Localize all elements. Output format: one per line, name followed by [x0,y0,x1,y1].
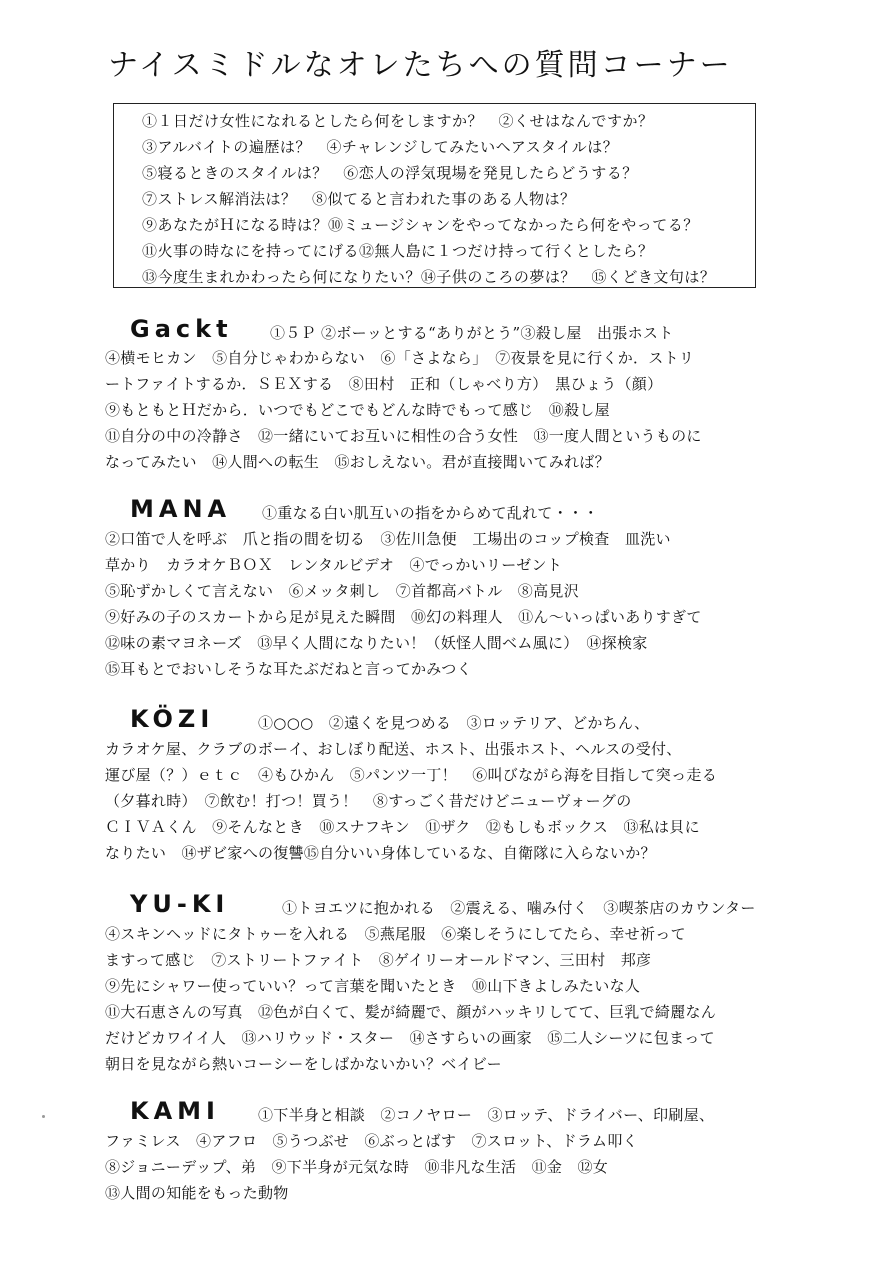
answer-line: ①○○○ ②遠くを見つめる ③ロッテリア、どかちん、 [258,714,650,732]
answer-line: ⑨先にシャワー使っていい？って言葉を聞いたとき ⑩山下きよしみたいな人 [105,977,641,995]
question-line: ③アルバイトの遍歴は？ ④チャレンジしてみたいヘアスタイルは？ [142,138,619,156]
answer-line: 朝日を見ながら熱いコーシーをしばかないかい？ベイビー [105,1055,502,1073]
answer-line: ⑨もともとＨだから．いつでもどこでもどんな時でもって感じ ⑩殺し屋 [105,401,610,419]
question-line: ⑪火事の時なにを持ってにげる⑫無人島に１つだけ持って行くとしたら？ [142,242,654,260]
answer-line: なりたい ⑭ザビ家への復讐⑮自分いい身体しているな、自衛隊に入らないか？ [105,844,656,862]
answer-line: カラオケ屋、クラブのボーイ、おしぼり配送、ホスト、出張ホスト、ヘルスの受付、 [105,740,682,758]
answer-line: ⑫味の素マヨネーズ ⑬早く人間になりたい！（妖怪人間ベム風に） ⑭探検家 [105,634,648,652]
answer-line: ＣＩＶＡくん ⑨そんなとき ⑩スナフキン ⑪ザク ⑫もしもボックス ⑬私は貝に [105,818,700,836]
answer-line: ①トヨエツに抱かれる ②震える、噛み付く ③喫茶店のカウンター [282,899,756,917]
member-name-yuki: YU-KI [130,890,230,918]
member-name-gackt: Gackt [130,315,233,343]
member-name-kami: KAMI [130,1097,220,1125]
answer-line: ⑪自分の中の冷静さ ⑫一緒にいてお互いに相性の合う女性 ⑬一度人間というものに [105,427,702,445]
answer-line: だけどカワイイ人 ⑬ハリウッド・スター ⑭さすらいの画家 ⑮二人シーツに包まって [105,1029,715,1047]
answer-line: ファミレス ④アフロ ⑤うつぶせ ⑥ぶっとばす ⑦スロット、ドラム叩く [105,1132,638,1150]
answer-line: ②口笛で人を呼ぶ 爪と指の間を切る ③佐川急便 工場出のコップ検査 皿洗い [105,530,671,548]
answer-line: （夕暮れ時） ⑦飲む！打つ！買う！ ⑧すっごく昔だけどニューヴォーグの [105,792,632,810]
answer-line: ⑮耳もとでおいしそうな耳たぶだねと言ってかみつく [105,660,472,678]
member-name-kozi: KÖZI [130,705,215,733]
scan-speck [42,1115,45,1118]
answer-line: なってみたい ⑭人間への転生 ⑮おしえない。君が直接聞いてみれば？ [105,453,610,471]
answer-line: ④横モヒカン ⑤自分じゃわからない ⑥「さよなら」 ⑦夜景を見に行くか．ストリ [105,349,695,367]
answer-line: 草かり カラオケＢＯＸ レンタルビデオ ④でっかいリーゼント [105,556,563,574]
question-line: ⑬今度生まれかわったら何になりたい？⑭子供のころの夢は？ ⑮くどき文句は？ [142,268,716,286]
answer-line: ⑬人間の知能をもった動物 [105,1184,289,1202]
answer-line: ①重なる白い肌互いの指をからめて乱れて・・・ [262,504,599,522]
answer-line: ートファイトするか．ＳＥＸする ⑧田村 正和（しゃべり方） 黒ひょう（顔） [105,375,663,393]
question-line: ①１日だけ女性になれるとしたら何をしますか？ ②くせはなんですか？ [142,112,654,130]
question-line: ⑨あなたがＨになる時は？⑩ミュージシャンをやってなかったら何をやってる？ [142,216,699,234]
answer-line: ⑧ジョニーデップ、弟 ⑨下半身が元気な時 ⑩非凡な生活 ⑪金 ⑫女 [105,1158,609,1176]
answer-line: ①５Ｐ ②ボーッとする“ありがとう”③殺し屋 出張ホスト [270,324,674,342]
answer-line: ますって感じ ⑦ストリートファイト ⑧ゲイリーオールドマン、三田村 邦彦 [105,951,652,969]
question-line: ⑤寝るときのスタイルは？ ⑥恋人の浮気現場を発見したらどうする？ [142,164,638,182]
answer-line: ⑨好みの子のスカートから足が見えた瞬間 ⑩幻の料理人 ⑪ん～いっぱいありすぎて [105,608,702,626]
answer-line: 運び屋（？）ｅｔｃ ④もひかん ⑤パンツ一丁！ ⑥叫びながら海を目指して突っ走る [105,766,718,784]
answer-line: ④スキンヘッドにタトゥーを入れる ⑤燕尾服 ⑥楽しそうにしてたら、幸せ祈って [105,925,686,943]
answer-line: ⑪大石恵さんの写真 ⑫色が白くて、髪が綺麗で、顔がハッキリしてて、巨乳で綺麗なん [105,1003,717,1021]
page-title: ナイスミドルなオレたちへの質問コーナー [108,48,733,83]
member-name-mana: MANA [130,495,232,523]
answer-line: ⑤恥ずかしくて言えない ⑥メッタ刺し ⑦首都高バトル ⑧高見沢 [105,582,580,600]
question-line: ⑦ストレス解消法は？ ⑧似てると言われた事のある人物は？ [142,190,576,208]
answer-line: ①下半身と相談 ②コノヤロー ③ロッテ、ドライバー、印刷屋、 [258,1106,715,1124]
